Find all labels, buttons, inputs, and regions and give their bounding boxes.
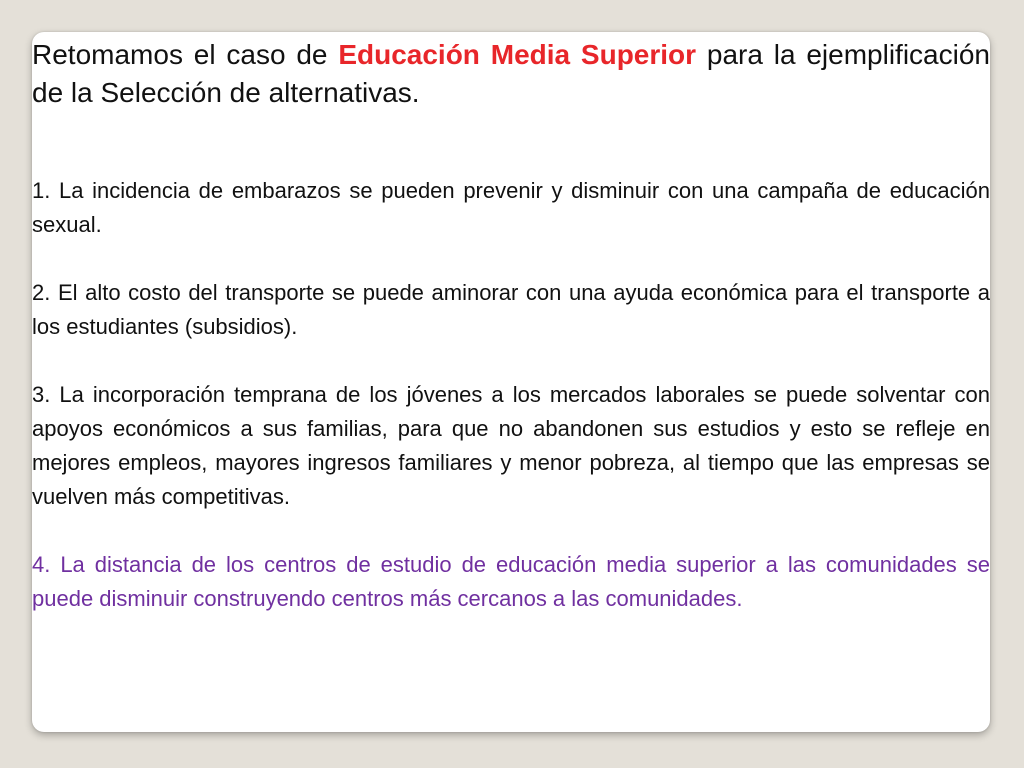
alternative-item-1: 1. La incidencia de embarazos se pueden prevenir y disminuir con una campaña de educación sexual. (32, 178, 990, 237)
intro-text-after: para la ejemplificación de la Selección de alternativas. (32, 39, 990, 108)
intro-highlight: Educación Media Superior (338, 39, 697, 70)
alternative-item-4: 4. La distancia de los centros de estudio de educación media superior a las comunidades se puede disminuir construyendo centros más cercanos a las comunidades. (32, 552, 990, 611)
intro-text-before: Retomamos el caso de (32, 39, 339, 70)
slide-content (32, 36, 990, 616)
slide-card (32, 32, 990, 732)
intro-paragraph (32, 36, 990, 112)
alternative-item-3: 3. La incorporación temprana de los jóvenes a los mercados laborales se puede solventar con apoyos económicos a sus familias, para que no abandonen sus estudios y esto se refleje en mejores empleos, mayores ingresos familiares y menor pobreza, al tiempo que las empresas se vuelven más competitivas. (32, 382, 990, 509)
alternative-item-2: 2. El alto costo del transporte se puede aminorar con una ayuda económica para el transporte a los estudiantes (subsidios). (32, 280, 990, 339)
